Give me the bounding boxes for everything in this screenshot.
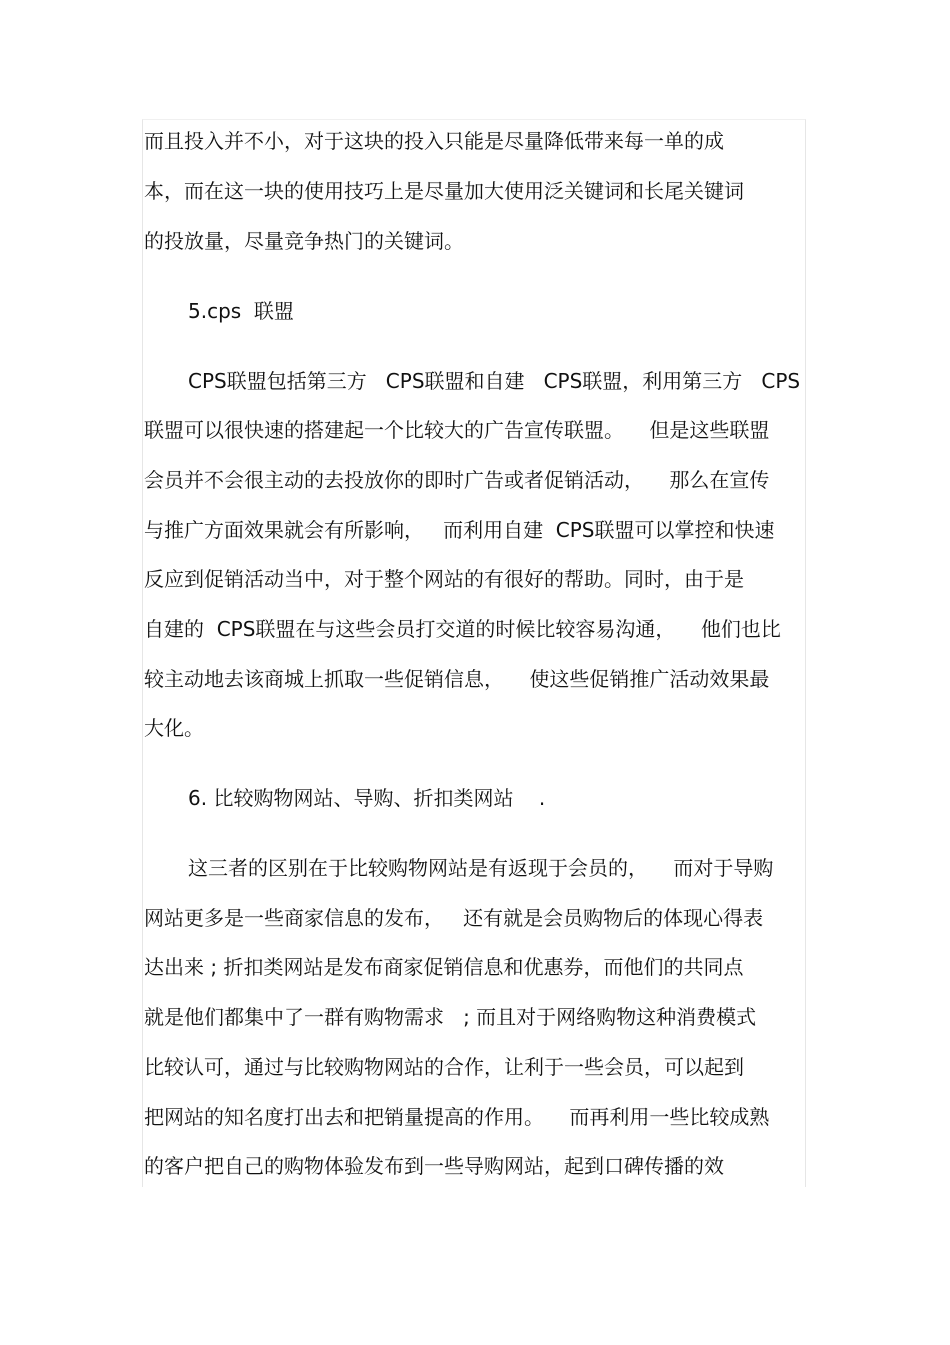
text-line: 网站更多是一些商家信息的发布， 还有就是会员购物后的体现心得表 [144,906,764,930]
text-line: CPS联盟包括第三方 CPS联盟和自建 CPS联盟，利用第三方 CPS [188,369,801,393]
section-heading-cps: 5.cps 联盟 [188,299,294,323]
text-line: 达出来 ; 折扣类网站是发布商家促销信息和优惠券，而他们的共同点 [144,955,744,979]
text-line: 自建的 CPS联盟在与这些会员打交道的时候比较容易沟通， 他们也比 [144,617,781,641]
text-line: 大化。 [144,716,204,740]
text-line: 联盟可以很快速的搭建起一个比较大的广告宣传联盟。 但是这些联盟 [144,418,770,442]
text-line: 会员并不会很主动的去投放你的即时广告或者促销活动， 那么在宣传 [144,468,770,492]
text-line: 把网站的知名度打出去和把销量提高的作用。 而再利用一些比较成熟 [144,1105,770,1129]
text-line: 与推广方面效果就会有所影响， 而利用自建 CPS联盟可以掌控和快速 [144,518,775,542]
text-line: 的投放量，尽量竞争热门的关键词。 [144,229,464,253]
text-line: 这三者的区别在于比较购物网站是有返现于会员的， 而对于导购 [188,856,774,880]
text-line: 反应到促销活动当中，对于整个网站的有很好的帮助。同时，由于是 [144,567,744,591]
text-line: 而且投入并不小，对于这块的投入只能是尽量降低带来每一单的成 [144,129,724,153]
text-line: 的客户把自己的购物体验发布到一些导购网站，起到口碑传播的效 [144,1154,724,1178]
text-line: 比较认可，通过与比较购物网站的合作，让利于一些会员，可以起到 [144,1055,744,1079]
text-line: 就是他们都集中了一群有购物需求 ; 而且对于网络购物这种消费模式 [144,1005,757,1029]
text-line: 本，而在这一块的使用技巧上是尽量加大使用泛关键词和长尾关键词 [144,179,744,203]
text-line: 较主动地去该商城上抓取一些促销信息， 使这些促销推广活动效果最 [144,667,770,691]
section-heading-comparison-shopping: 6. 比较购物网站、导购、折扣类网站 . [188,786,546,810]
